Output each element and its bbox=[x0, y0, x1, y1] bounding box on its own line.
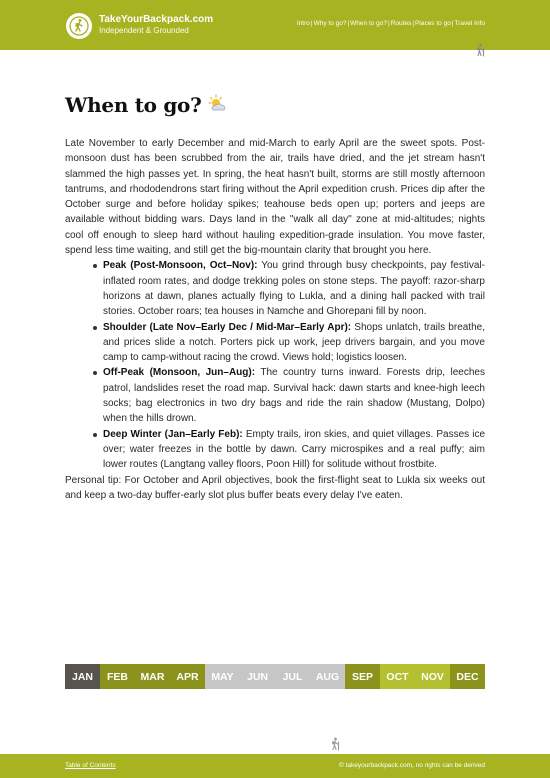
page-title: When to go? bbox=[65, 92, 202, 117]
month-jan: JAN bbox=[65, 664, 100, 689]
month-aug: AUG bbox=[310, 664, 345, 689]
brand-name: TakeYourBackpack.com bbox=[99, 14, 214, 25]
month-mar: MAR bbox=[135, 664, 170, 689]
month-dec: DEC bbox=[450, 664, 485, 689]
month-sep: SEP bbox=[345, 664, 380, 689]
season-label: Peak (Post-Monsoon, Oct–Nov): bbox=[103, 260, 258, 272]
nav-separator: | bbox=[347, 20, 350, 27]
nav-intro[interactable]: Intro bbox=[296, 20, 310, 27]
nav-when-to-go[interactable]: When to go? bbox=[350, 20, 388, 27]
month-bar bbox=[65, 664, 485, 689]
brand-tagline: Independent & Grounded bbox=[99, 26, 189, 35]
month-nov: NOV bbox=[415, 664, 450, 689]
nav-separator: | bbox=[310, 20, 313, 27]
table-of-contents-link[interactable]: Table of Contents bbox=[65, 762, 116, 769]
personal-tip: Personal tip: For October and April objectives, book the first-flight seat to Lukla six weeks out and keep a two-day buffer-early slot plus buffer beats every delay I've eaten. bbox=[65, 474, 485, 501]
footer-bar bbox=[0, 754, 550, 778]
season-text: The country turns inward. Forests drip, leeches patrol, landslides reset the road map. Survival hack: dawn starts and knee-high leech socks; bag electronics in two dry bags and ride the rain shadow (Mustang, Dolpo) when the hills drown. bbox=[103, 367, 485, 425]
list-item bbox=[103, 427, 485, 473]
nav-separator: | bbox=[451, 20, 454, 27]
season-list bbox=[65, 258, 485, 472]
month-may: MAY bbox=[205, 664, 240, 689]
nav-why-to-go[interactable]: Why to go? bbox=[313, 20, 347, 27]
nav-travel-info[interactable]: Travel Info bbox=[454, 20, 485, 27]
list-item bbox=[103, 320, 485, 366]
month-jul: JUL bbox=[275, 664, 310, 689]
month-jun: JUN bbox=[240, 664, 275, 689]
nav-routes[interactable]: Routes bbox=[390, 20, 412, 27]
nav-separator: | bbox=[412, 20, 415, 27]
sun-cloud-icon bbox=[208, 94, 228, 117]
month-apr: APR bbox=[170, 664, 205, 689]
logo-icon[interactable] bbox=[66, 13, 92, 39]
hiker-icon bbox=[474, 43, 486, 62]
title-row bbox=[65, 92, 228, 117]
list-item bbox=[103, 258, 485, 319]
season-text: Empty trails, iron skies, and quiet villages. Passes ice over; water freezes in the bottle by dawn. Carry microspikes and a real puffy; aim lower routes (Langtang valley floors, Poon Hill) for solitude without frostbite. bbox=[103, 428, 486, 471]
nav-separator: | bbox=[388, 20, 390, 27]
nav-places-to-go[interactable]: Places to go bbox=[415, 20, 451, 27]
intro-paragraph: Late November to early December and mid-March to early April are the sweet spots. Post-monsoon dust has been scrubbed from the air, trails have dried, and the jet stream hasn't slammed the high passes yet. In spring, the heat hasn't built, storms are still mostly afternoon tantrums, and rhododendrons start firing without the April expedition crush. Prices dip after the October surge and before holiday spikes; teahouse beds open up; porters and jeeps are available without bidding wars. Days land in the "walk all day" zone at mid-altitudes; nights cool off enough to sleep hard without hauling expedition-grade insulation. You move faster, spend less time waiting, and still get the big-mountain clarity that brought you here. bbox=[65, 138, 485, 257]
month-feb: FEB bbox=[100, 664, 135, 689]
season-label: Shoulder (Late Nov–Early Dec / Mid-Mar–Early Apr): bbox=[103, 321, 352, 333]
top-nav bbox=[297, 20, 485, 27]
season-label: Off-Peak (Monsoon, Jun–Aug): bbox=[103, 367, 256, 379]
season-text: Shops unlatch, trails breathe, and prices slide a notch. Porters pick up work, jeep drivers bargain, and you move camp to camp-without racing the crowd. Views hold; logistics loosen. bbox=[103, 321, 485, 364]
season-label: Deep Winter (Jan–Early Feb): bbox=[103, 428, 243, 440]
header-bar bbox=[0, 0, 550, 50]
season-text: You grind through busy checkpoints, pay festival-inflated room rates, and dodge trekking poles on stone steps. The payoff: razor-sharp horizons at dawn, planes actually flying to Lukla, and a dining hall packed with trail stories. October roars; tea houses in Namche and Ghorepani fill by noon. bbox=[103, 260, 485, 318]
copyright-text: © takeyourbackpack.com, no rights can be derived bbox=[338, 762, 485, 769]
brand[interactable] bbox=[99, 14, 213, 36]
month-oct: OCT bbox=[380, 664, 415, 689]
list-item bbox=[103, 365, 485, 426]
main-content bbox=[65, 136, 485, 503]
